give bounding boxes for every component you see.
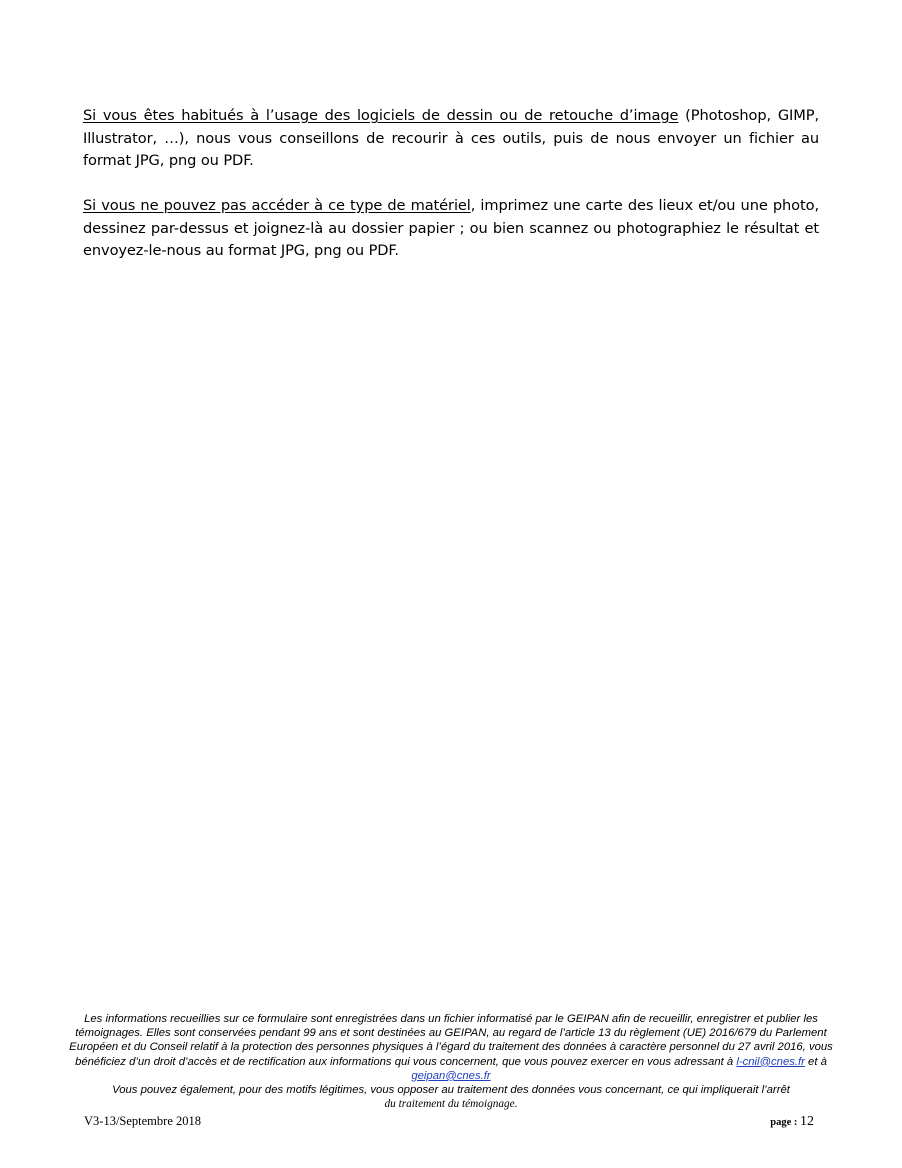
legal-notice-opposition: Vous pouvez également, pour des motifs légitimes, vous opposer au traitement des données vous concernant, ce qui impliquerait l’arrêt <box>112 1084 790 1097</box>
paragraph-body: , imprimez une carte des lieux et/ou une photo, dessinez par-dessus et joignez-là au dossier papier ; ou bien scannez ou photographiez le résultat et envoyez-le-nous au format JPG, png ou PDF. <box>83 197 819 259</box>
geipan-email-link[interactable]: geipan@cnes.fr <box>411 1069 491 1082</box>
legal-notice-end: du traitement du témoignage. <box>384 1098 518 1111</box>
page-number-value: 12 <box>800 1114 814 1129</box>
page-number <box>770 1112 814 1130</box>
paragraph-body: (Photoshop, GIMP, Illustrator, …), nous vous conseillons de recourir à ces outils, puis de nous envoyer un fichier au format JPG, png ou PDF. <box>83 107 819 169</box>
page-label: page : <box>770 1117 800 1128</box>
cnil-email-link[interactable]: l-cnil@cnes.fr <box>736 1055 805 1068</box>
paragraph-no-equipment <box>83 195 819 263</box>
paragraph-heading-underlined: Si vous ne pouvez pas accéder à ce type de matériel <box>83 197 471 214</box>
legal-notice-connector: et à <box>804 1055 827 1068</box>
document-version: V3-13/Septembre 2018 <box>84 1114 201 1128</box>
paragraph-heading-underlined: Si vous êtes habitués à l’usage des logiciels de dessin ou de retouche d’image <box>83 107 679 124</box>
legal-notice <box>60 1012 842 1111</box>
paragraph-drawing-software <box>83 105 819 173</box>
legal-notice-text: Les informations recueillies sur ce formulaire sont enregistrées dans un fichier informatisé par le GEIPAN afin de recueillir, enregistrer et publier les témoignages. Elles sont conservées pendant 99 ans et sont destinées au GEIPAN, au regard de l’article 13 du règlement (UE) 2016/679 du Parlement Européen et du Conseil relatif à la protection des personnes physiques à l’égard du traitement des données à caractère personnel du 27 avril 2016, vous bénéficiez d’un droit d’accès et de rectification aux informations qui vous concernent, que vous pouvez exercer en vous adressant à <box>69 1013 833 1068</box>
